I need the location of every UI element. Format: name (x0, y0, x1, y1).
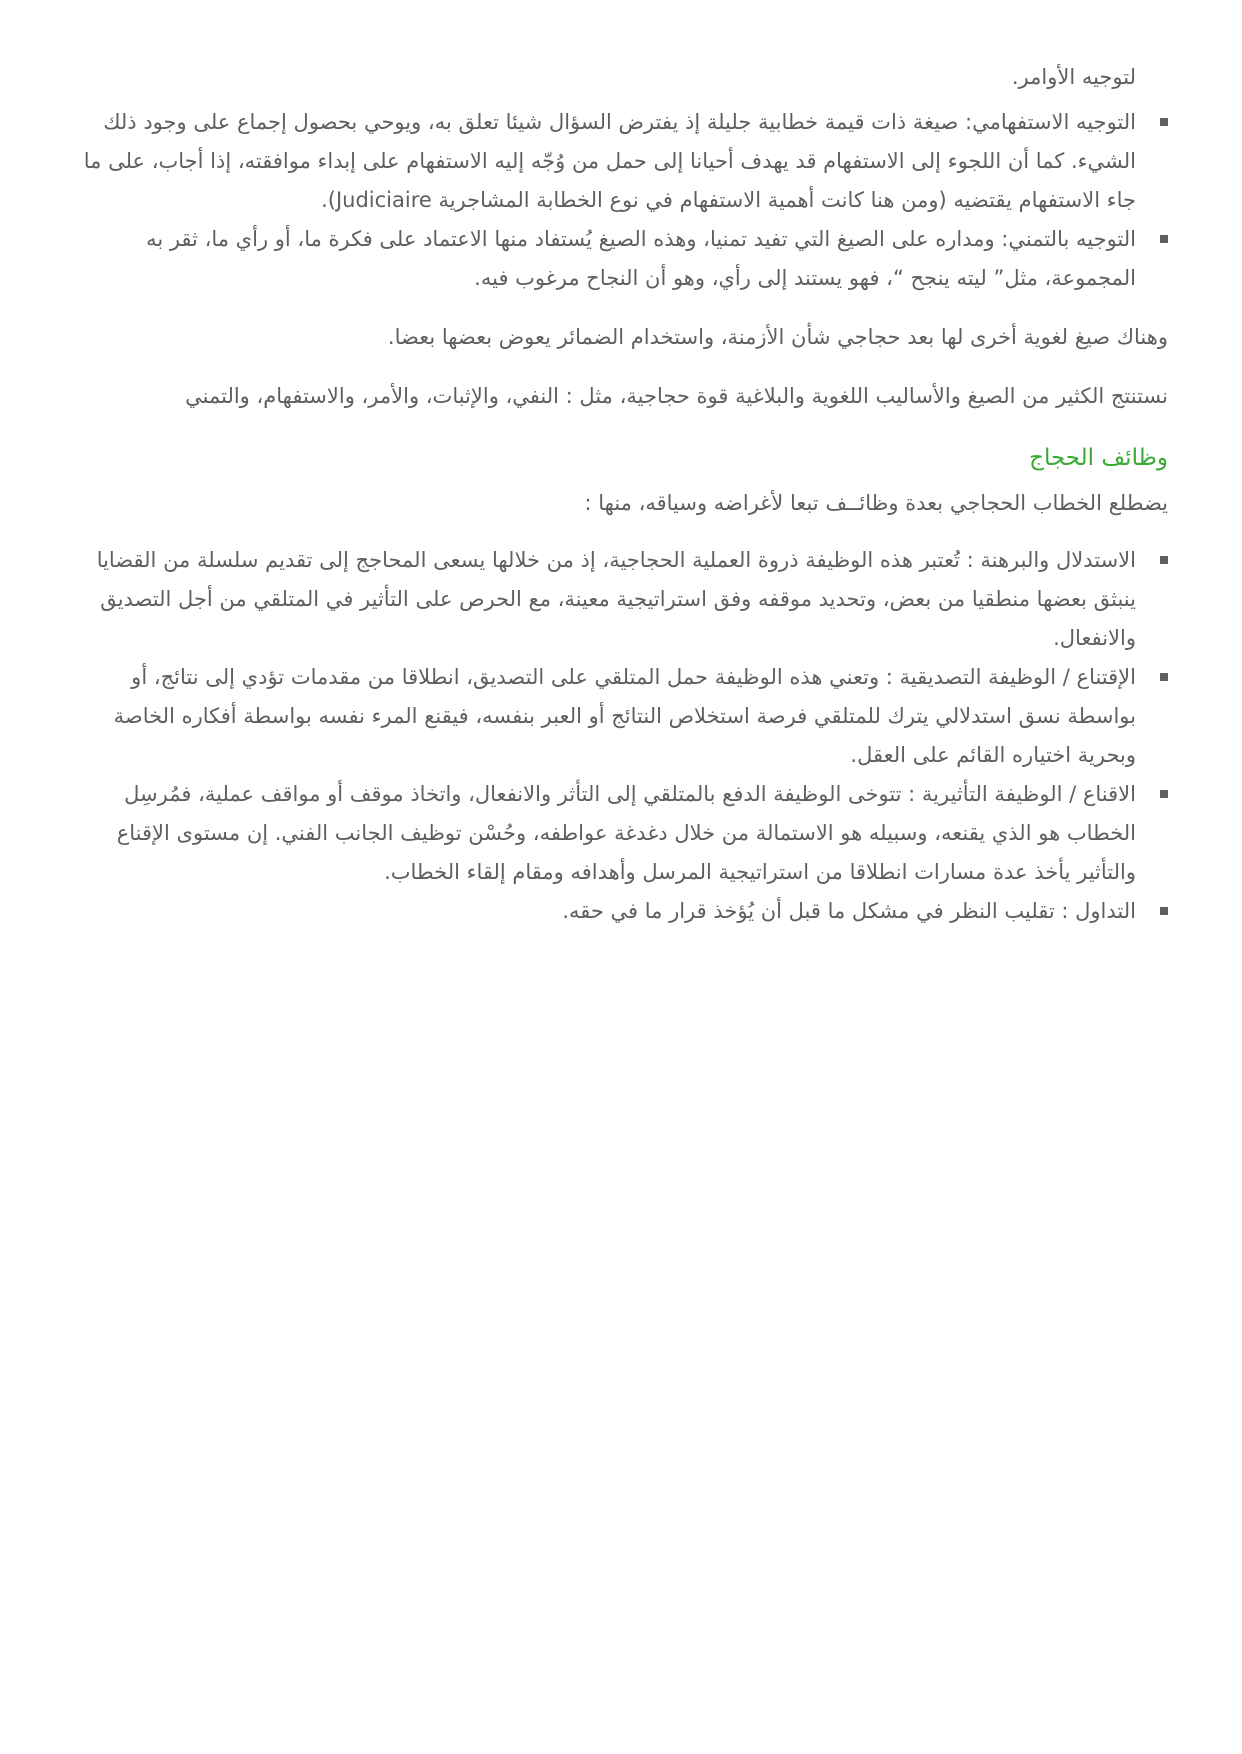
list-item (74, 220, 1136, 298)
list-item-text: الإقتناع / الوظيفة التصديقية : وتعني هذه الوظيفة حمل المتلقي على التصديق، انطلاقا من مقدمات تؤدي إلى نتائج، أو بواسطة نسق استدلالي يترك للمتلقي فرصة استخلاص النتائج أو العبر بنفسه، فيقنع المرء نفسه بواسطة أفكاره الخاصة وبحرية اختياره القائم على العقل. (113, 665, 1136, 767)
list-item (74, 658, 1136, 775)
section-intro: يضطلع الخطاب الحجاجي بعدة وظائــف تبعا لأغراضه وسياقه، منها : (584, 491, 1168, 515)
bullet-list-directives (74, 103, 1168, 298)
section-heading: وظائف الحجاج (1029, 445, 1168, 471)
document-page (74, 58, 1168, 931)
list-item-text: الاستدلال والبرهنة : تُعتبر هذه الوظيفة ذروة العملية الحجاجية، إذ من خلالها يسعى المحاجج إلى تقديم سلسلة من القضايا ينبثق بعضها منطقيا من بعض، وتحديد موقفه وفق استراتيجية معينة، مع الحرص على التأثير في المتلقي من أجل التصديق والانفعال. (96, 548, 1136, 650)
square-bullet-icon (1160, 118, 1168, 126)
paragraph-conclusion: نستنتج الكثير من الصيغ والأساليب اللغوية والبلاغية قوة حجاجية، مثل : النفي، والإثبات، والأمر، والاستفهام، والتمني (185, 384, 1168, 408)
square-bullet-icon (1160, 556, 1168, 564)
square-bullet-icon (1160, 235, 1168, 243)
list-item (74, 103, 1136, 220)
continuation-line: لتوجيه الأوامر. (1011, 65, 1136, 89)
square-bullet-icon (1160, 907, 1168, 915)
square-bullet-icon (1160, 790, 1168, 798)
paragraph-other-forms: وهناك صيغ لغوية أخرى لها بعد حجاجي شأن الأزمنة، واستخدام الضمائر يعوض بعضها بعضا. (387, 325, 1168, 349)
list-item (74, 892, 1136, 931)
list-item-text: التوجيه بالتمني: ومداره على الصيغ التي تفيد تمنيا، وهذه الصيغ يُستفاد منها الاعتماد على فكرة ما، أو رأي ما، ثقر به المجموعة، مثل” ليته ينجح “، فهو يستند إلى رأي، وهو أن النجاح مرغوب فيه. (146, 227, 1136, 290)
bullet-list-functions (74, 541, 1168, 931)
list-item-text: التداول : تقليب النظر في مشكل ما قبل أن يُؤخذ قرار ما في حقه. (562, 899, 1136, 923)
square-bullet-icon (1160, 673, 1168, 681)
list-item-text: التوجيه الاستفهامي: صيغة ذات قيمة خطابية جليلة إذ يفترض السؤال شيئا تعلق به، ويوحي بحصول إجماع على وجود ذلك الشيء. كما أن اللجوء إلى الاستفهام قد يهدف أحيانا إلى حمل من وُجّه إليه الاستفهام على إبداء موافقته، إذا أجاب، على ما جاء الاستفهام يقتضيه (ومن هنا كانت أهمية الاستفهام في نوع الخطابة المشاجرية Judiciaire). (83, 110, 1136, 212)
list-item (74, 541, 1136, 658)
list-item (74, 775, 1136, 892)
list-item-text: الاقناع / الوظيفة التأثيرية : تتوخى الوظيفة الدفع بالمتلقي إلى التأثر والانفعال، واتخاذ موقف أو مواقف عملية، فمُرسِل الخطاب هو الذي يقنعه، وسبيله هو الاستمالة من خلال دغدغة عواطفه، وحُسْن توظيف الجانب الفني. إن مستوى الإقناع والتأثير يأخذ عدة مسارات انطلاقا من استراتيجية المرسل وأهدافه ومقام إلقاء الخطاب. (116, 782, 1136, 884)
